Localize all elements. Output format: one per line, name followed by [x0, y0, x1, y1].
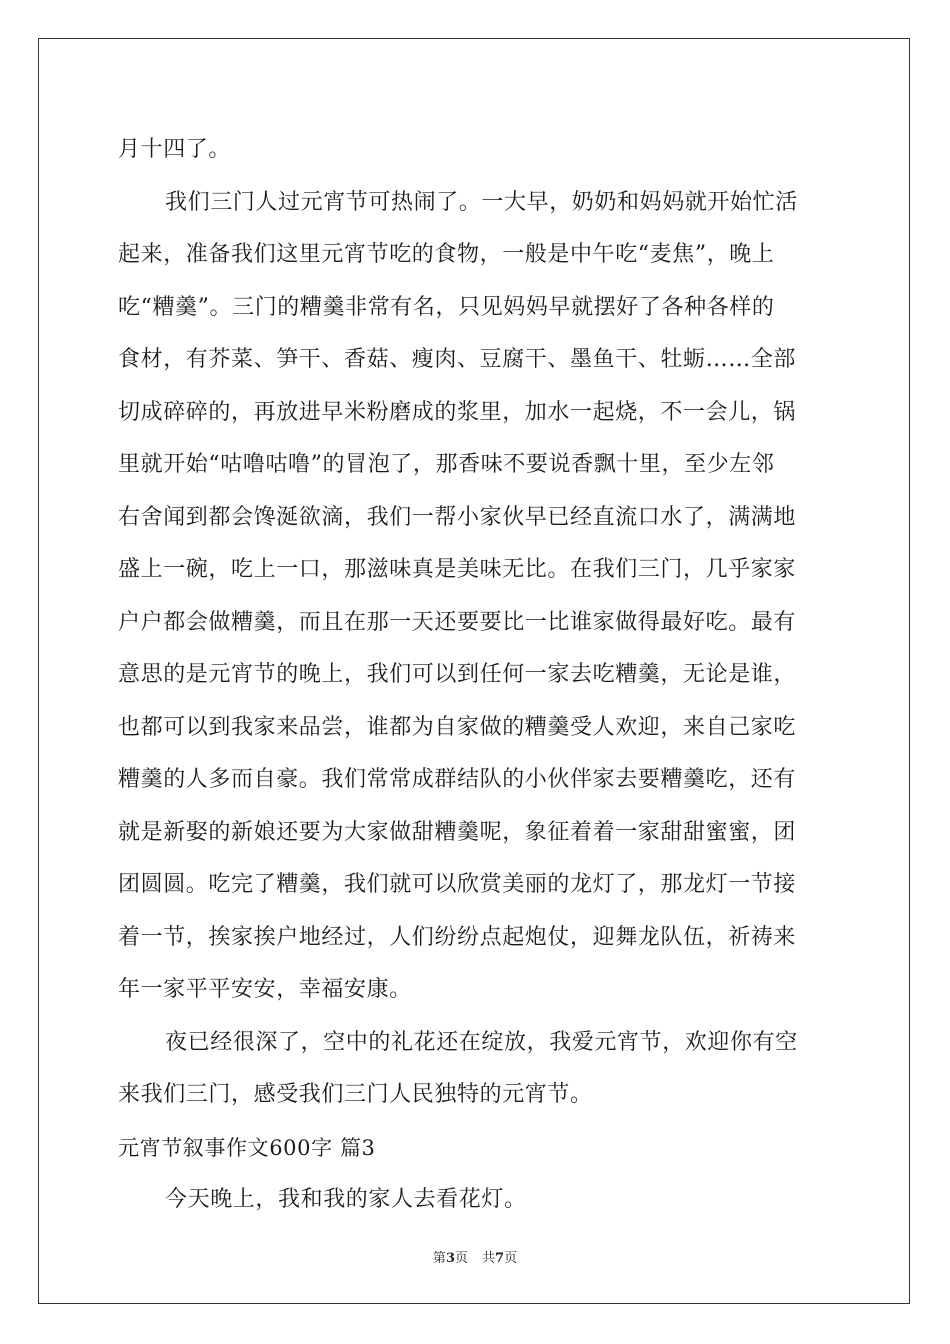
text-line-14: 就是新娶的新娘还要为大家做甜糟羹呢，象征着着一家甜甜蜜蜜，团: [118, 819, 797, 845]
footer-total-label: 页: [504, 1251, 518, 1266]
page-footer: [0, 1247, 950, 1266]
paragraph-start-line-21: 今天晚上，我和我的家人去看花灯。: [165, 1187, 527, 1212]
document-body: [118, 124, 838, 1227]
paragraph-start-line-18: 夜已经很深了，空中的礼花还在绽放，我爱元宵节，欢迎你有空: [165, 1029, 798, 1055]
text-line-16: 着一节，挨家挨户地经过，人们纷纷点起炮仗，迎舞龙队伍，祈祷来: [118, 924, 797, 950]
text-line-10: 户户都会做糟羹，而且在那一天还要要比一比谁家做得最好吃。最有: [118, 609, 797, 635]
paragraph-start-line-2: 我们三门人过元宵节可热闹了。一大早，奶奶和妈妈就开始忙活: [165, 189, 798, 215]
text-line-7: 里就开始“咕噜咕噜”的冒泡了，那香味不要说香飘十里，至少左邻: [118, 452, 775, 477]
footer-prefix: 第: [432, 1251, 446, 1266]
text-line-5: 食材，有芥菜、笋干、香菇、瘦肉、豆腐干、墨鱼干、牡蛎……全部: [118, 347, 797, 372]
text-line-8: 右舍闻到都会馋涎欲滴，我们一帮小家伙早已经直流口水了，满满地: [118, 504, 797, 530]
section-heading: 元宵节叙事作文600字 篇3: [118, 1135, 376, 1160]
total-pages-number: 7: [495, 1251, 505, 1266]
text-line-4: 吃“糟羹”。三门的糟羹非常有名，只见妈妈早就摆好了各种各样的: [118, 294, 775, 320]
text-line-15: 团圆圆。吃完了糟羹，我们就可以欣赏美丽的龙灯了，那龙灯一节接: [118, 872, 797, 897]
footer-page-label: 页: [454, 1251, 468, 1266]
text-line-1: 月十四了。: [118, 137, 232, 162]
text-line-3: 起来，准备我们这里元宵节吃的食物，一般是中午吃“麦焦”，晚上: [118, 242, 775, 267]
footer-total-prefix: 共: [482, 1251, 496, 1266]
current-page-number: 3: [445, 1251, 455, 1266]
text-line-12: 也都可以到我家来品尝，谁都为自家做的糟羹受人欢迎，来自己家吃: [118, 714, 797, 740]
text-line-17: 年一家平平安安，幸福安康。: [118, 977, 412, 1002]
text-line-11: 意思的是元宵节的晚上，我们可以到任何一家去吃糟羹，无论是谁，: [118, 662, 797, 687]
text-line-19: 来我们三门，感受我们三门人民独特的元宵节。: [118, 1082, 593, 1107]
text-line-9: 盛上一碗，吃上一口，那滋味真是美味无比。在我们三门，几乎家家: [118, 557, 797, 582]
text-line-6: 切成碎碎的，再放进早米粉磨成的浆里，加水一起烧，不一会儿，锅: [118, 399, 797, 425]
text-line-13: 糟羹的人多而自豪。我们常常成群结队的小伙伴家去要糟羹吃，还有: [118, 767, 797, 792]
